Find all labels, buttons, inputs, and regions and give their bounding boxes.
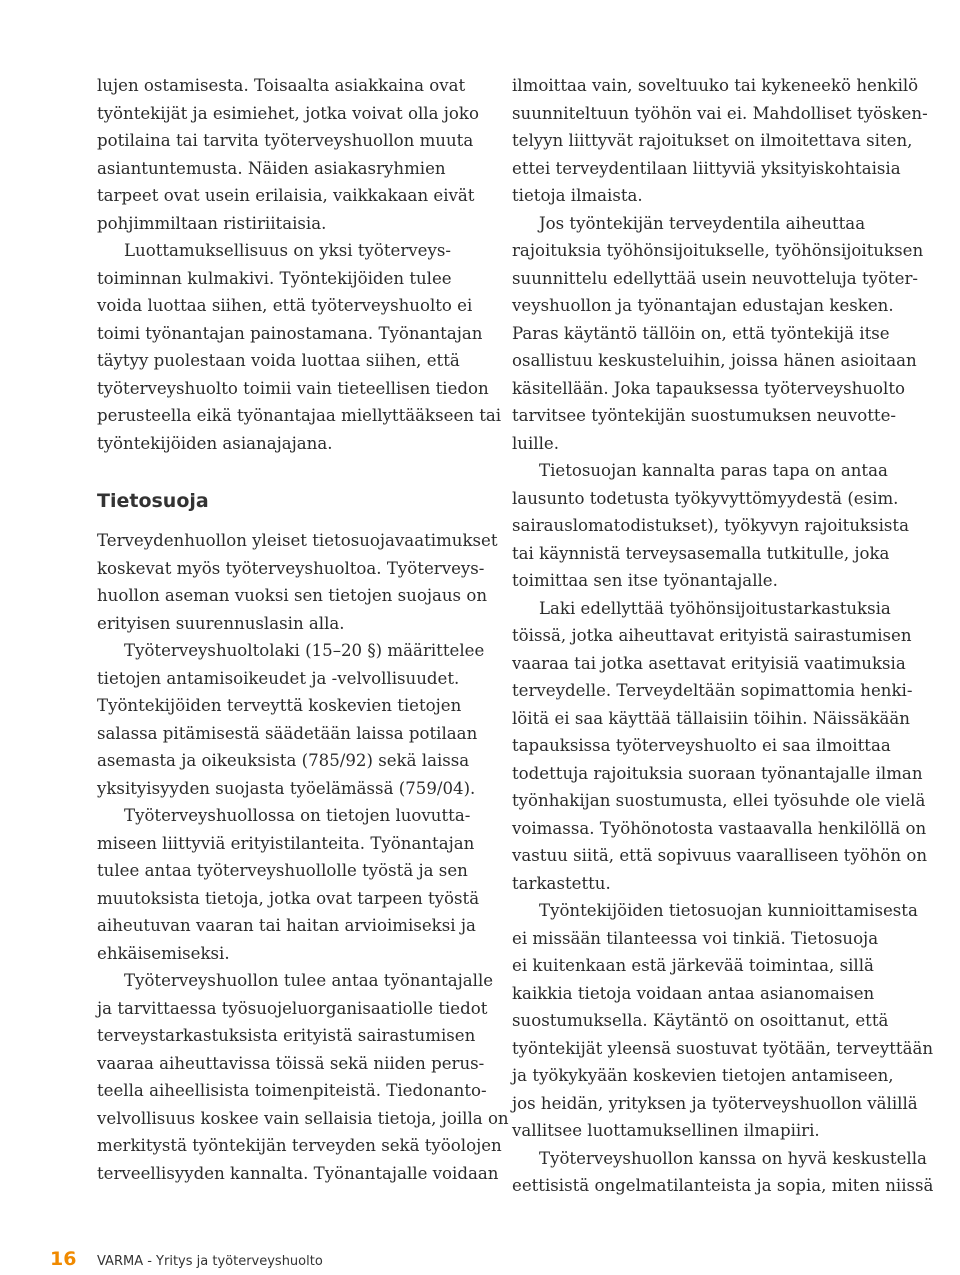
text-line: aiheutuvan vaaran tai haitan arvioimiseksi ja bbox=[97, 916, 476, 935]
text-line: sairauslomatodistukset), työkyvyn rajoituksista bbox=[512, 516, 909, 535]
text-line: ja tarvittaessa työsuojeluorganisaatiolle tiedot bbox=[97, 998, 488, 1018]
text-line: tarvitsee työntekijän suostumuksen neuvotte- bbox=[512, 406, 897, 425]
text-line: vallitsee luottamuksellinen ilmapiiri. bbox=[512, 1121, 820, 1140]
text-line: työnhakijan suostumusta, ellei työsuhde ole vielä bbox=[512, 791, 926, 810]
text-line: asemasta ja oikeuksista (785/92) sekä laissa bbox=[97, 751, 470, 770]
text-line: ettei terveydentilaan liittyviä yksityiskohtaisia bbox=[512, 158, 901, 178]
text-line: Työterveyshuollon kanssa on hyvä keskustella bbox=[539, 1148, 927, 1168]
text-line: Työntekijöiden tietosuojan kunnioittamisesta bbox=[539, 901, 918, 920]
text-line: tietoja ilmaista. bbox=[512, 186, 643, 205]
paragraph bbox=[97, 72, 482, 237]
text-line: tai käynnistä terveysasemalla tutkitulle, joka bbox=[512, 543, 890, 563]
text-line: Terveydenhuollon yleiset tietosuojavaatimukset bbox=[97, 531, 498, 550]
left-column bbox=[97, 72, 509, 1187]
text-line: ja työkykyään koskevien tietojen antamiseen, bbox=[512, 1066, 894, 1085]
text-line: ilmoittaa vain, soveltuuko tai kykeneekö henkilö bbox=[512, 76, 919, 95]
text-line: Työterveyshuollon tulee antaa työnantajalle bbox=[124, 971, 494, 990]
paragraph bbox=[512, 457, 909, 595]
text-line: Työterveyshuoltolaki (15–20 §) määrittelee bbox=[124, 641, 485, 660]
text-line: vaaraa tai jotka asettavat erityisiä vaatimuksia bbox=[512, 653, 906, 673]
text-line: Laki edellyttää työhönsijoitustarkastuksia bbox=[539, 598, 891, 618]
text-line: löitä ei saa käyttää tällaisiin töihin. Näissäkään bbox=[512, 708, 910, 728]
text-line: Paras käytäntö tällöin on, että työntekijä itse bbox=[512, 323, 890, 343]
text-line: ehkäisemiseksi. bbox=[97, 943, 230, 963]
text-line: voida luottaa siihen, että työterveyshuolto ei bbox=[97, 296, 473, 315]
text-line: täytyy puolestaan voida luottaa siihen, että bbox=[97, 351, 460, 370]
text-line: velvollisuus koskee vain sellaisia tietoja, joilla on bbox=[97, 1108, 509, 1128]
text-line: Jos työntekijän terveydentila aiheuttaa bbox=[539, 213, 866, 233]
text-line: merkitystä työntekijän terveyden sekä työolojen bbox=[97, 1136, 502, 1155]
footer-text: VARMA - Yritys ja työterveyshuolto bbox=[97, 1254, 323, 1269]
text-line: tietojen antamisoikeudet ja -velvollisuudet. bbox=[97, 668, 460, 688]
text-line: vastuu siitä, että sopivuus vaaralliseen työhön on bbox=[512, 846, 928, 865]
text-line: ei kuitenkaan estä järkevää toimintaa, sillä bbox=[512, 956, 874, 975]
text-line: lausunto todetusta työkyvyttömyydestä (esim. bbox=[512, 488, 899, 508]
paragraph bbox=[97, 237, 502, 457]
text-line: toiminnan kulmakivi. Työntekijöiden tulee bbox=[97, 268, 452, 288]
paragraph bbox=[512, 595, 928, 898]
page-number: 16 bbox=[50, 1248, 77, 1270]
paragraph bbox=[97, 802, 482, 967]
paragraph bbox=[97, 967, 509, 1187]
page-footer bbox=[0, 1243, 960, 1275]
text-line: suunnittelu edellyttää usein neuvotteluja työter- bbox=[512, 268, 919, 288]
text-line: käsitellään. Joka tapauksessa työterveyshuolto bbox=[512, 378, 905, 398]
text-line: luille. bbox=[512, 433, 560, 453]
text-line: teella aiheellisista toimenpiteistä. Tiedonanto- bbox=[97, 1081, 487, 1100]
text-line: koskevat myös työterveyshuoltoa. Työterveys- bbox=[97, 558, 485, 578]
text-line: rajoituksia työhönsijoitukselle, työhönsijoituksen bbox=[512, 241, 924, 260]
text-line: miseen liittyviä erityistilanteita. Työnantajan bbox=[97, 833, 475, 853]
text-line: suostumuksella. Käytäntö on osoittanut, että bbox=[512, 1011, 889, 1030]
text-line: suunniteltuun työhön vai ei. Mahdolliset työsken- bbox=[512, 103, 928, 123]
text-line: Työntekijöiden terveyttä koskevien tietojen bbox=[97, 696, 462, 715]
text-line: tarkastettu. bbox=[512, 873, 611, 893]
text-line: terveystarkastuksista erityistä sairastumisen bbox=[97, 1026, 476, 1045]
text-line: potilaina tai tarvita työterveyshuollon muuta bbox=[97, 131, 474, 150]
text-line: todettuja rajoituksia suoraan työnantajalle ilman bbox=[512, 763, 923, 783]
text-line: terveellisyyden kannalta. Työnantajalle voidaan bbox=[97, 1163, 499, 1183]
text-line: toimittaa sen itse työnantajalle. bbox=[512, 571, 778, 590]
text-line: jos heidän, yrityksen ja työterveyshuollon välillä bbox=[512, 1093, 918, 1113]
right-column bbox=[512, 72, 934, 1200]
text-line: tapauksissa työterveyshuolto ei saa ilmoittaa bbox=[512, 736, 891, 755]
text-line: muutoksista tietoja, jotka ovat tarpeen työstä bbox=[97, 888, 480, 908]
text-line: erityisen suurennuslasin alla. bbox=[97, 613, 345, 633]
text-line: lujen ostamisesta. Toisaalta asiakkaina ovat bbox=[97, 76, 466, 95]
text-line: työntekijät yleensä suostuvat työtään, terveyttään bbox=[512, 1038, 934, 1058]
text-line: yksityisyyden suojasta työelämässä (759/04). bbox=[97, 778, 476, 798]
text-line: työntekijät ja esimiehet, jotka voivat olla joko bbox=[97, 103, 479, 123]
text-line: Luottamuksellisuus on yksi työterveys- bbox=[124, 241, 451, 260]
text-line: pohjimmiltaan ristiriitaisia. bbox=[97, 213, 327, 233]
text-line: vaaraa aiheuttavissa töissä sekä niiden perus- bbox=[97, 1053, 485, 1073]
text-line: huollon aseman vuoksi sen tietojen suojaus on bbox=[97, 586, 488, 605]
text-line: veyshuollon ja työnantajan edustajan kesken. bbox=[512, 296, 894, 315]
text-line: osallistuu keskusteluihin, joissa hänen asioitaan bbox=[512, 351, 917, 370]
text-line: asiantuntemusta. Näiden asiakasryhmien bbox=[97, 158, 446, 178]
text-line: eettisistä ongelmatilanteista ja sopia, miten niissä bbox=[512, 1176, 934, 1195]
text-line: tarpeet ovat usein erilaisia, vaikkakaan eivät bbox=[97, 186, 475, 205]
text-line: työterveyshuolto toimii vain tieteellisen tiedon bbox=[97, 378, 489, 398]
paragraph bbox=[97, 527, 498, 637]
paragraph bbox=[97, 637, 485, 802]
text-line: työntekijöiden asianajajana. bbox=[97, 433, 333, 453]
paragraph bbox=[512, 210, 924, 458]
text-line: toimi työnantajan painostamana. Työnantajan bbox=[97, 323, 483, 343]
text-line: Työterveyshuollossa on tietojen luovutta- bbox=[124, 806, 471, 825]
text-line: terveydelle. Terveydeltään sopimattomia henki- bbox=[512, 681, 913, 700]
paragraph bbox=[512, 72, 928, 210]
text-line: voimassa. Työhönotosta vastaavalla henkilöllä on bbox=[512, 818, 927, 838]
section-heading: Tietosuoja bbox=[97, 490, 209, 512]
text-line: ei missään tilanteessa voi tinkiä. Tietosuoja bbox=[512, 928, 879, 948]
text-line: tulee antaa työterveyshuollolle työstä ja sen bbox=[97, 861, 468, 880]
paragraph bbox=[512, 1145, 934, 1200]
text-line: töissä, jotka aiheuttavat erityistä sairastumisen bbox=[512, 626, 912, 645]
text-line: kaikkia tietoja voidaan antaa asianomaisen bbox=[512, 983, 875, 1003]
text-line: telyyn liittyvät rajoitukset on ilmoitettava siten, bbox=[512, 131, 913, 150]
text-line: perusteella eikä työnantajaa miellyttääkseen tai bbox=[97, 406, 502, 425]
paragraph bbox=[512, 897, 934, 1145]
text-line: salassa pitämisestä säädetään laissa potilaan bbox=[97, 723, 478, 743]
text-line: Tietosuojan kannalta paras tapa on antaa bbox=[539, 461, 888, 480]
